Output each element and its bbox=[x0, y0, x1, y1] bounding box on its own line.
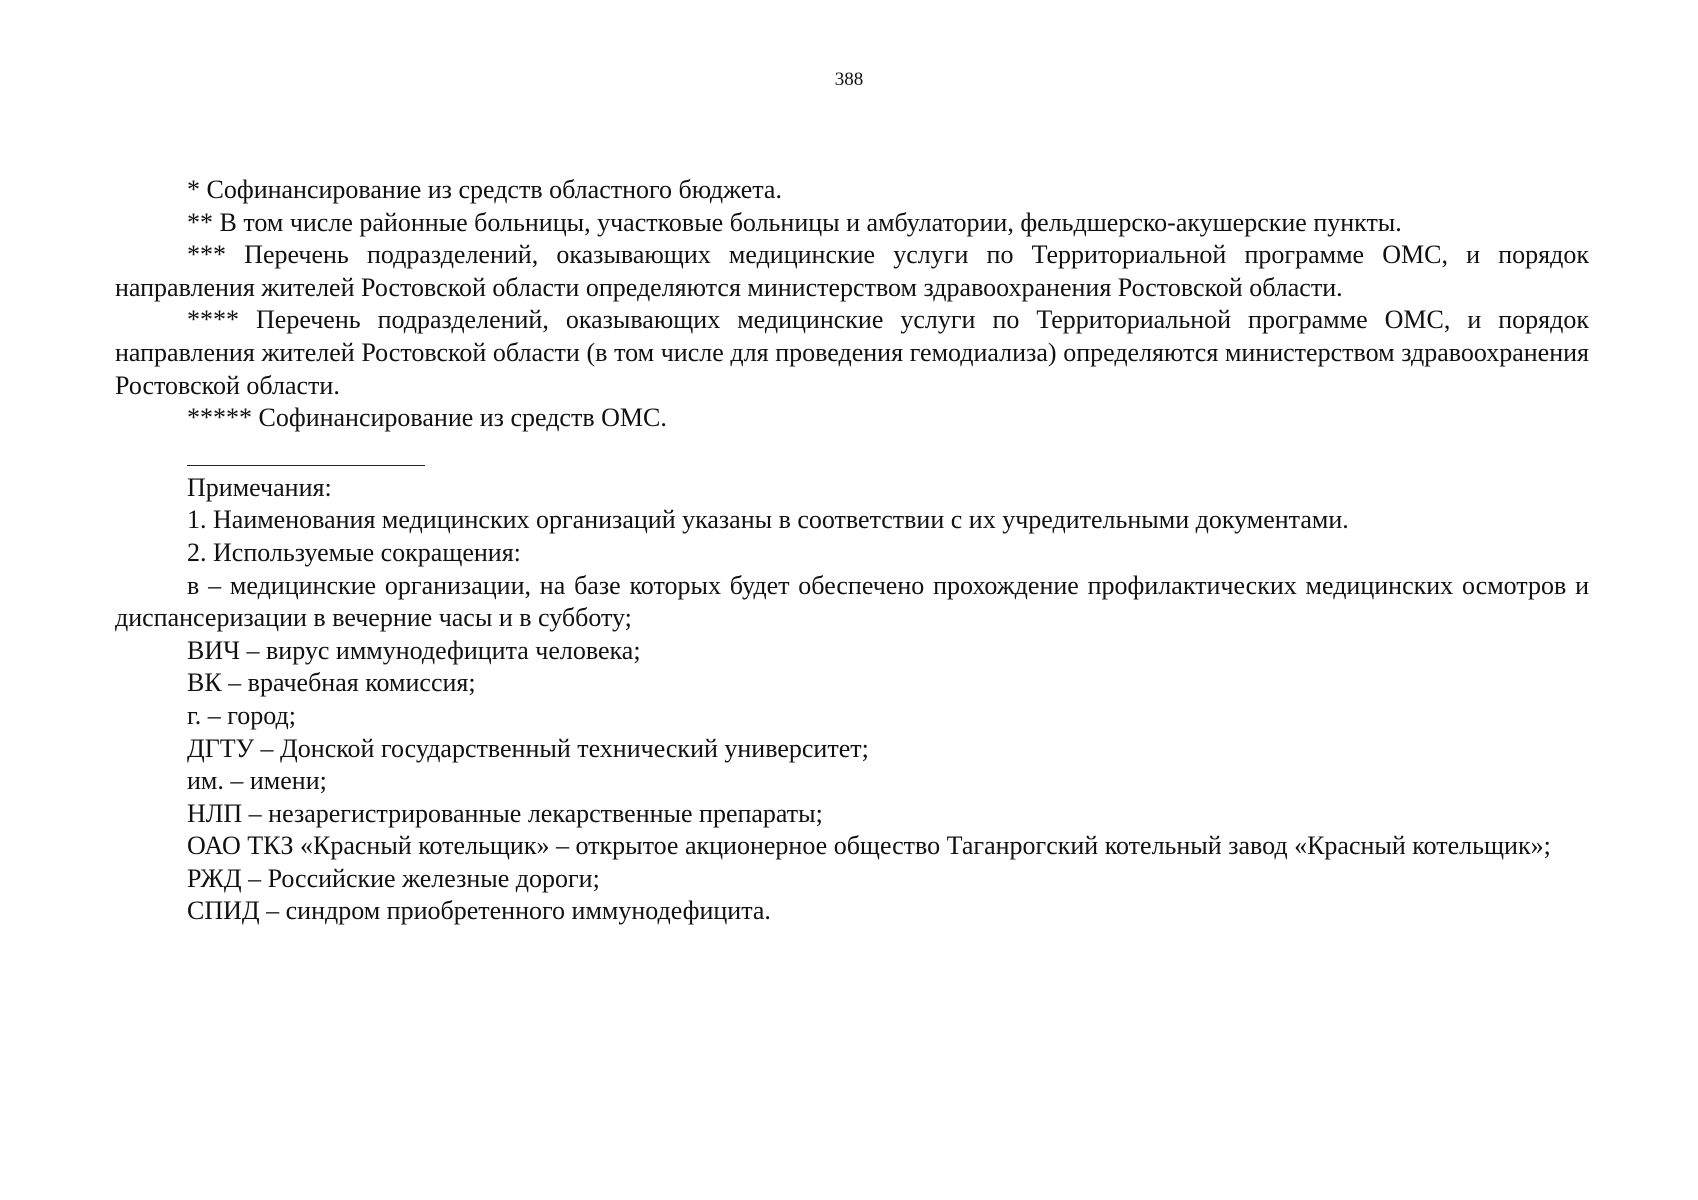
abbreviation-item: ОАО ТКЗ «Красный котельщик» – открытое акционерное общество Таганрогский котельный завод «Красный котельщик»; bbox=[187, 831, 1551, 861]
abbreviation-item: г. – город; bbox=[187, 700, 296, 730]
abbreviation-item: ВИЧ – вирус иммунодефицита человека; bbox=[187, 635, 641, 665]
notes-section bbox=[115, 472, 1589, 928]
note-item-2: 2. Используемые сокращения: bbox=[187, 537, 521, 567]
footnotes-section bbox=[115, 174, 1589, 435]
document-body bbox=[115, 174, 1589, 928]
abbreviation-item: ВК – врачебная комиссия; bbox=[187, 668, 476, 698]
footnote-2: ** В том числе районные больницы, участковые больницы и амбулатории, фельдшерско-акушерские пункты. bbox=[187, 207, 1402, 237]
abbreviation-item: в – медицинские организации, на базе которых будет обеспечено прохождение профилактических медицинских осмотров и диспансеризации в вечерние часы и в субботу; bbox=[115, 570, 1589, 633]
abbreviation-item: НЛП – незарегистрированные лекарственные препараты; bbox=[187, 798, 823, 828]
abbreviation-item: ДГТУ – Донской государственный технический университет; bbox=[187, 733, 869, 763]
footnote-3: *** Перечень подразделений, оказывающих медицинские услуги по Территориальной программе ОМС, и порядок направления жителей Ростовской области определяются министерством здравоохранения Ростовской области. bbox=[115, 240, 1589, 302]
abbreviation-item: СПИД – синдром приобретенного иммунодефицита. bbox=[187, 896, 771, 926]
footnote-5: ***** Софинансирование из средств ОМС. bbox=[187, 403, 667, 433]
footnote-4: **** Перечень подразделений, оказывающих медицинские услуги по Территориальной программе ОМС, и порядок направления жителей Ростовской области (в том числе для проведения гемодиализа) определяются министерством здравоохранения Ростовской области. bbox=[115, 305, 1589, 400]
note-item-1: 1. Наименования медицинских организаций указаны в соответствии с их учредительными документами. bbox=[187, 505, 1349, 535]
footnote-1: * Софинансирование из средств областного бюджета. bbox=[187, 175, 782, 204]
abbreviations-list bbox=[115, 570, 1589, 929]
notes-title: Примечания: bbox=[187, 472, 332, 502]
abbreviation-item: им. – имени; bbox=[187, 766, 327, 796]
abbreviation-item: РЖД – Российские железные дороги; bbox=[187, 863, 600, 893]
page-number: 388 bbox=[834, 69, 864, 90]
separator-line bbox=[187, 465, 425, 466]
